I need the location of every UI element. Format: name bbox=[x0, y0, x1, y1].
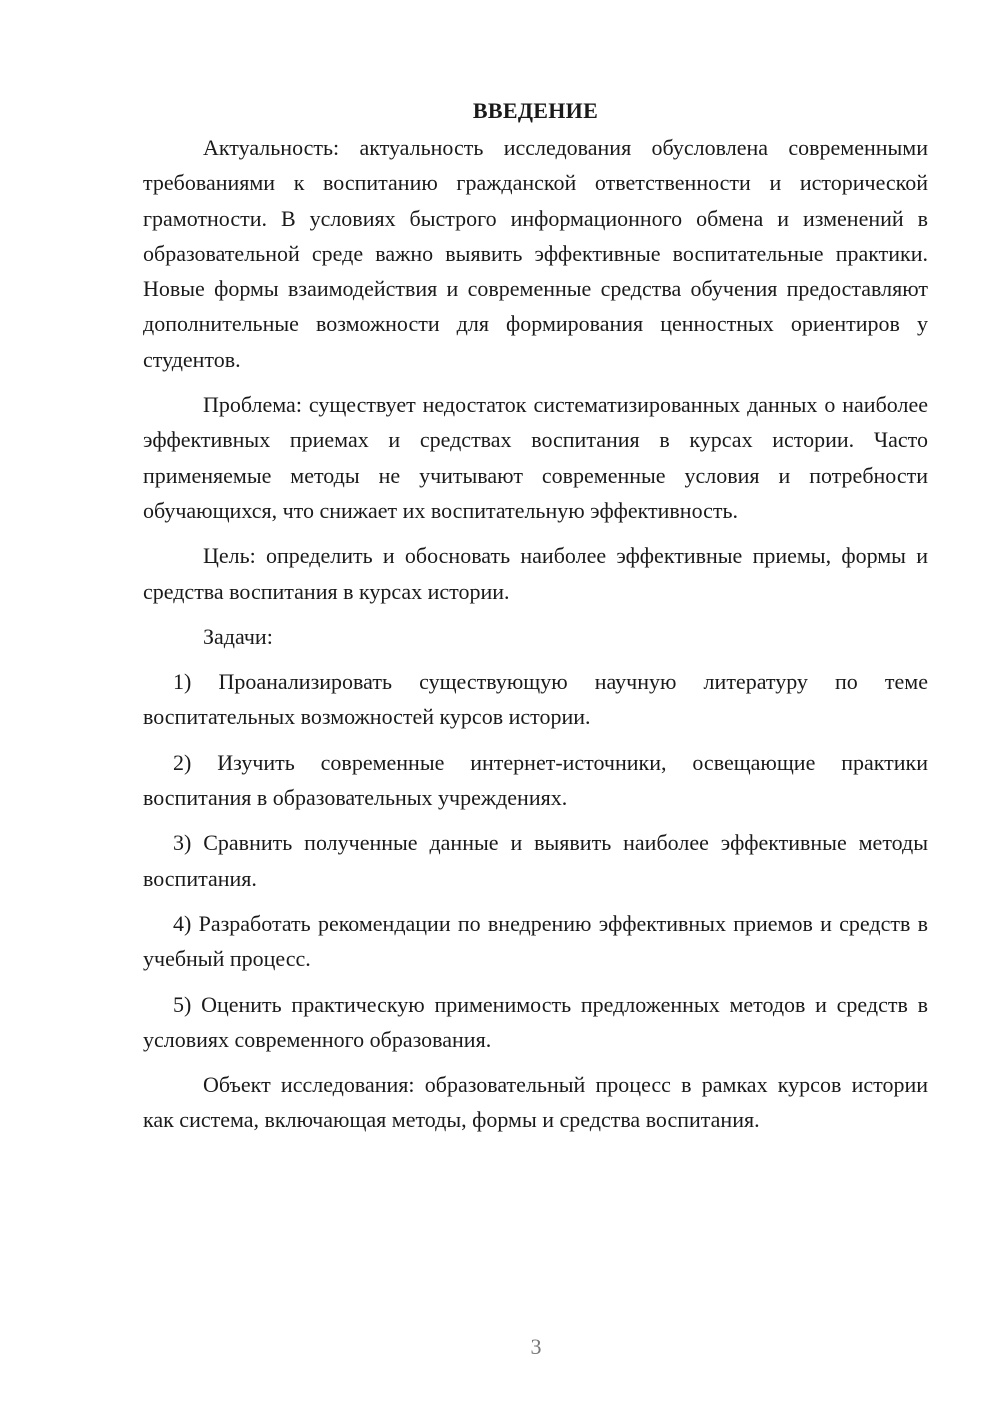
paragraph-object: Объект исследования: образовательный процесс в рамках курсов истории как система, включающая методы, формы и средства воспитания. bbox=[143, 1072, 928, 1133]
page-content bbox=[143, 93, 928, 1148]
section-title: ВВЕДЕНИЕ bbox=[472, 98, 599, 123]
paragraph-relevance: Актуальность: актуальность исследования обусловлена современными требованиями к воспитанию гражданской ответственности и исторической грамотности. В условиях быстрого информационного обмена и изменений в образовательной среде важно выявить эффективные воспитательные практики. Новые формы взаимодействия и современные средства обучения предоставляют дополнительные возможности для формирования ценностных ориентиров у студентов. bbox=[143, 135, 928, 372]
paragraph-goal: Цель: определить и обосновать наиболее эффективные приемы, формы и средства воспитания в курсах истории. bbox=[143, 543, 928, 604]
task-item-5: 5) Оценить практическую применимость предложенных методов и средств в условиях современного образования. bbox=[143, 991, 928, 1052]
task-item-2: 2) Изучить современные интернет-источники, освещающие практики воспитания в образовательных учреждениях. bbox=[143, 749, 928, 811]
task-item-4: 4) Разработать рекомендации по внедрению эффективных приемов и средств в учебный процесс. bbox=[143, 910, 928, 972]
tasks-heading: Задачи: bbox=[203, 623, 273, 649]
page-number: 3 bbox=[530, 1334, 542, 1359]
task-item-3: 3) Сравнить полученные данные и выявить наиболее эффективные методы воспитания. bbox=[143, 830, 928, 891]
task-item-1: 1) Проанализировать существующую научную литературу по теме воспитательных возможностей курсов истории. bbox=[143, 669, 928, 730]
paragraph-problem: Проблема: существует недостаток систематизированных данных о наиболее эффективных приемах и средствах воспитания в курсах истории. Часто применяемые методы не учитывают современные условия и потребности обучающихся, что снижает их воспитательную эффективность. bbox=[143, 392, 928, 523]
